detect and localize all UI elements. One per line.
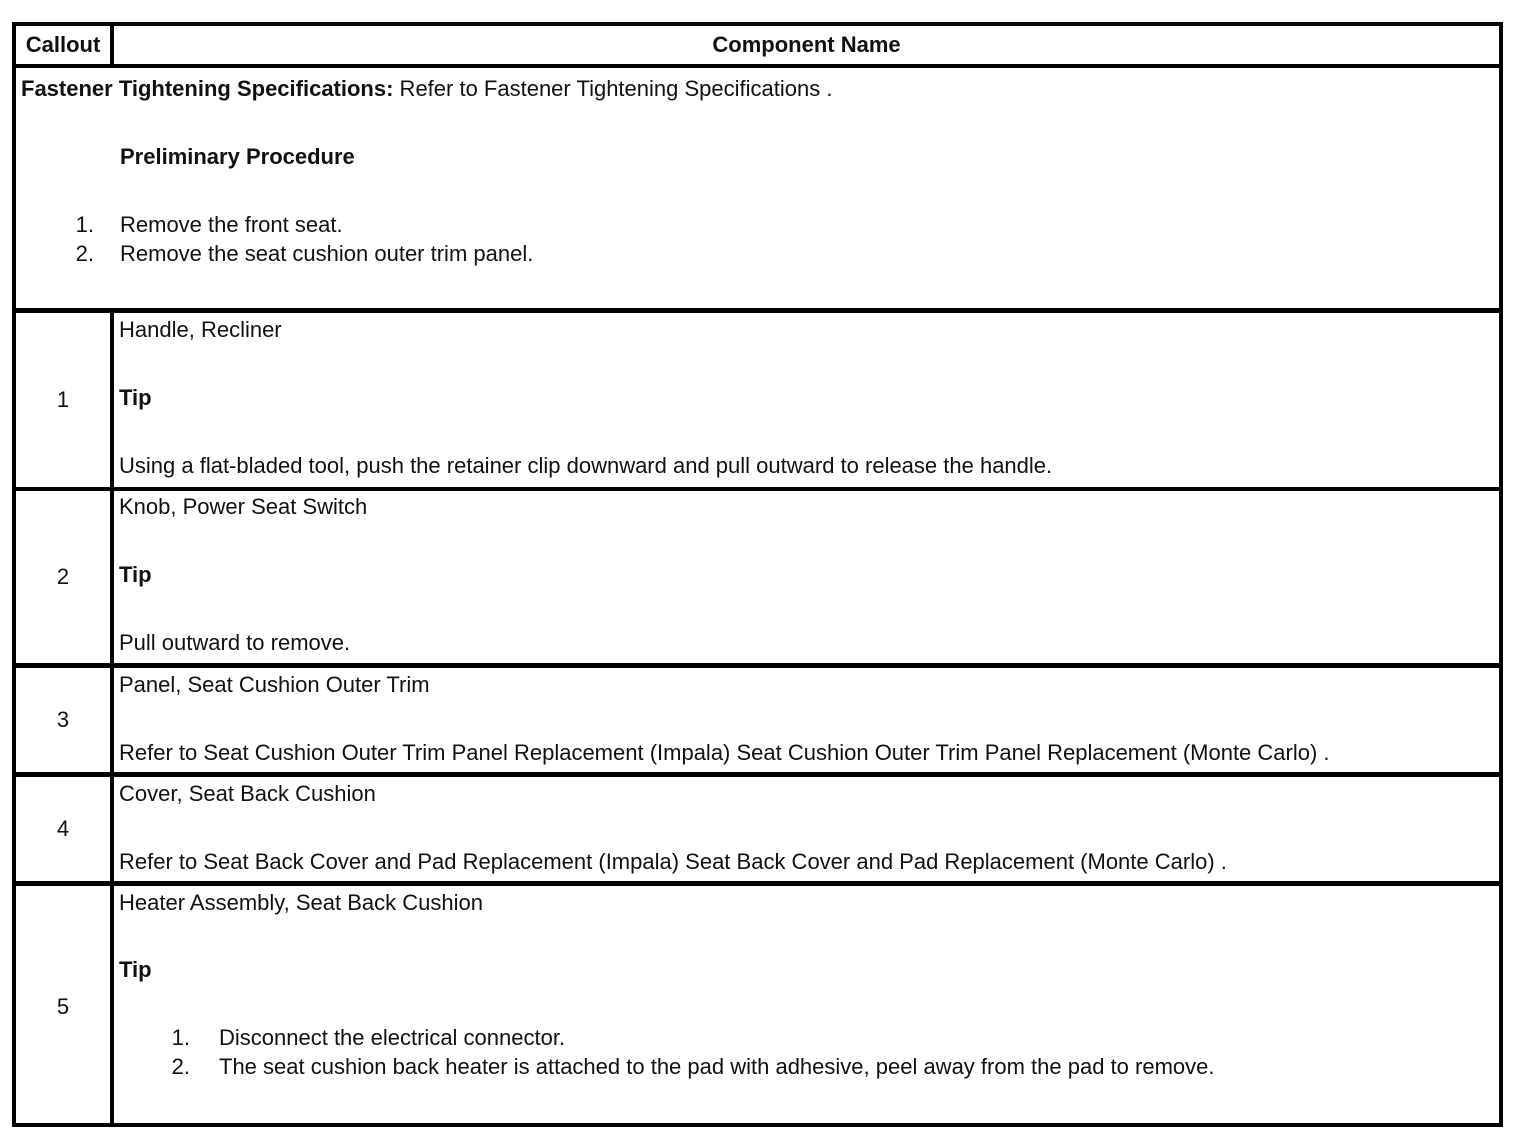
callout-number: 2: [56, 564, 70, 589]
component-detail: Using a flat-bladed tool, push the retainer clip downward and pull outward to release the handle.: [119, 453, 1053, 478]
callout-number: 5: [56, 993, 70, 1019]
tip-label: Tip: [119, 385, 152, 410]
preliminary-step-number: 1.: [75, 212, 94, 237]
table-row: [16, 668, 1499, 772]
tip-step-number: 2.: [171, 1054, 190, 1079]
component-name-header: Component Name: [712, 32, 901, 57]
table-row: [16, 313, 1499, 487]
tip-step-text: Disconnect the electrical connector.: [219, 1025, 566, 1050]
tip-step-number: 1.: [171, 1025, 190, 1050]
table-row: [16, 777, 1499, 881]
component-name: Handle, Recliner: [119, 317, 282, 342]
tip-label: Tip: [119, 957, 152, 982]
fastener-spec-line: [21, 76, 832, 102]
table-row: [16, 491, 1499, 663]
component-detail: Refer to Seat Back Cover and Pad Replacement (Impala) Seat Back Cover and Pad Replacement (Monte Carlo) .: [119, 849, 1227, 874]
tip-label: Tip: [119, 562, 152, 587]
tip-step-text: The seat cushion back heater is attached to the pad with adhesive, peel away from the pad to remove.: [219, 1054, 1215, 1079]
callout-number: 1: [56, 387, 70, 412]
component-detail: Pull outward to remove.: [119, 630, 351, 655]
fastener-spec-label: Fastener Tightening Specifications:: [21, 76, 394, 101]
callout-header: Callout: [25, 32, 101, 57]
preliminary-step-text: Remove the front seat.: [120, 212, 343, 237]
preliminary-procedure-title: Preliminary Procedure: [120, 144, 355, 169]
component-name: Knob, Power Seat Switch: [119, 494, 368, 519]
table-row: [16, 886, 1499, 1127]
preface-row: [16, 68, 1499, 308]
component-table: [12, 22, 1503, 1127]
component-name: Heater Assembly, Seat Back Cushion: [119, 890, 483, 915]
component-name: Panel, Seat Cushion Outer Trim: [119, 672, 430, 697]
callout-number: 3: [56, 707, 70, 732]
table-header-row: [16, 26, 1499, 64]
preliminary-step-text: Remove the seat cushion outer trim panel.: [120, 241, 534, 266]
component-detail: Refer to Seat Cushion Outer Trim Panel Replacement (Impala) Seat Cushion Outer Trim Panel Replacement (Monte Carlo) .: [119, 740, 1330, 765]
component-name: Cover, Seat Back Cushion: [119, 781, 376, 806]
fastener-spec-text: Refer to Fastener Tightening Specifications .: [393, 76, 833, 101]
callout-number: 4: [56, 816, 70, 841]
preliminary-step-number: 2.: [75, 241, 94, 266]
